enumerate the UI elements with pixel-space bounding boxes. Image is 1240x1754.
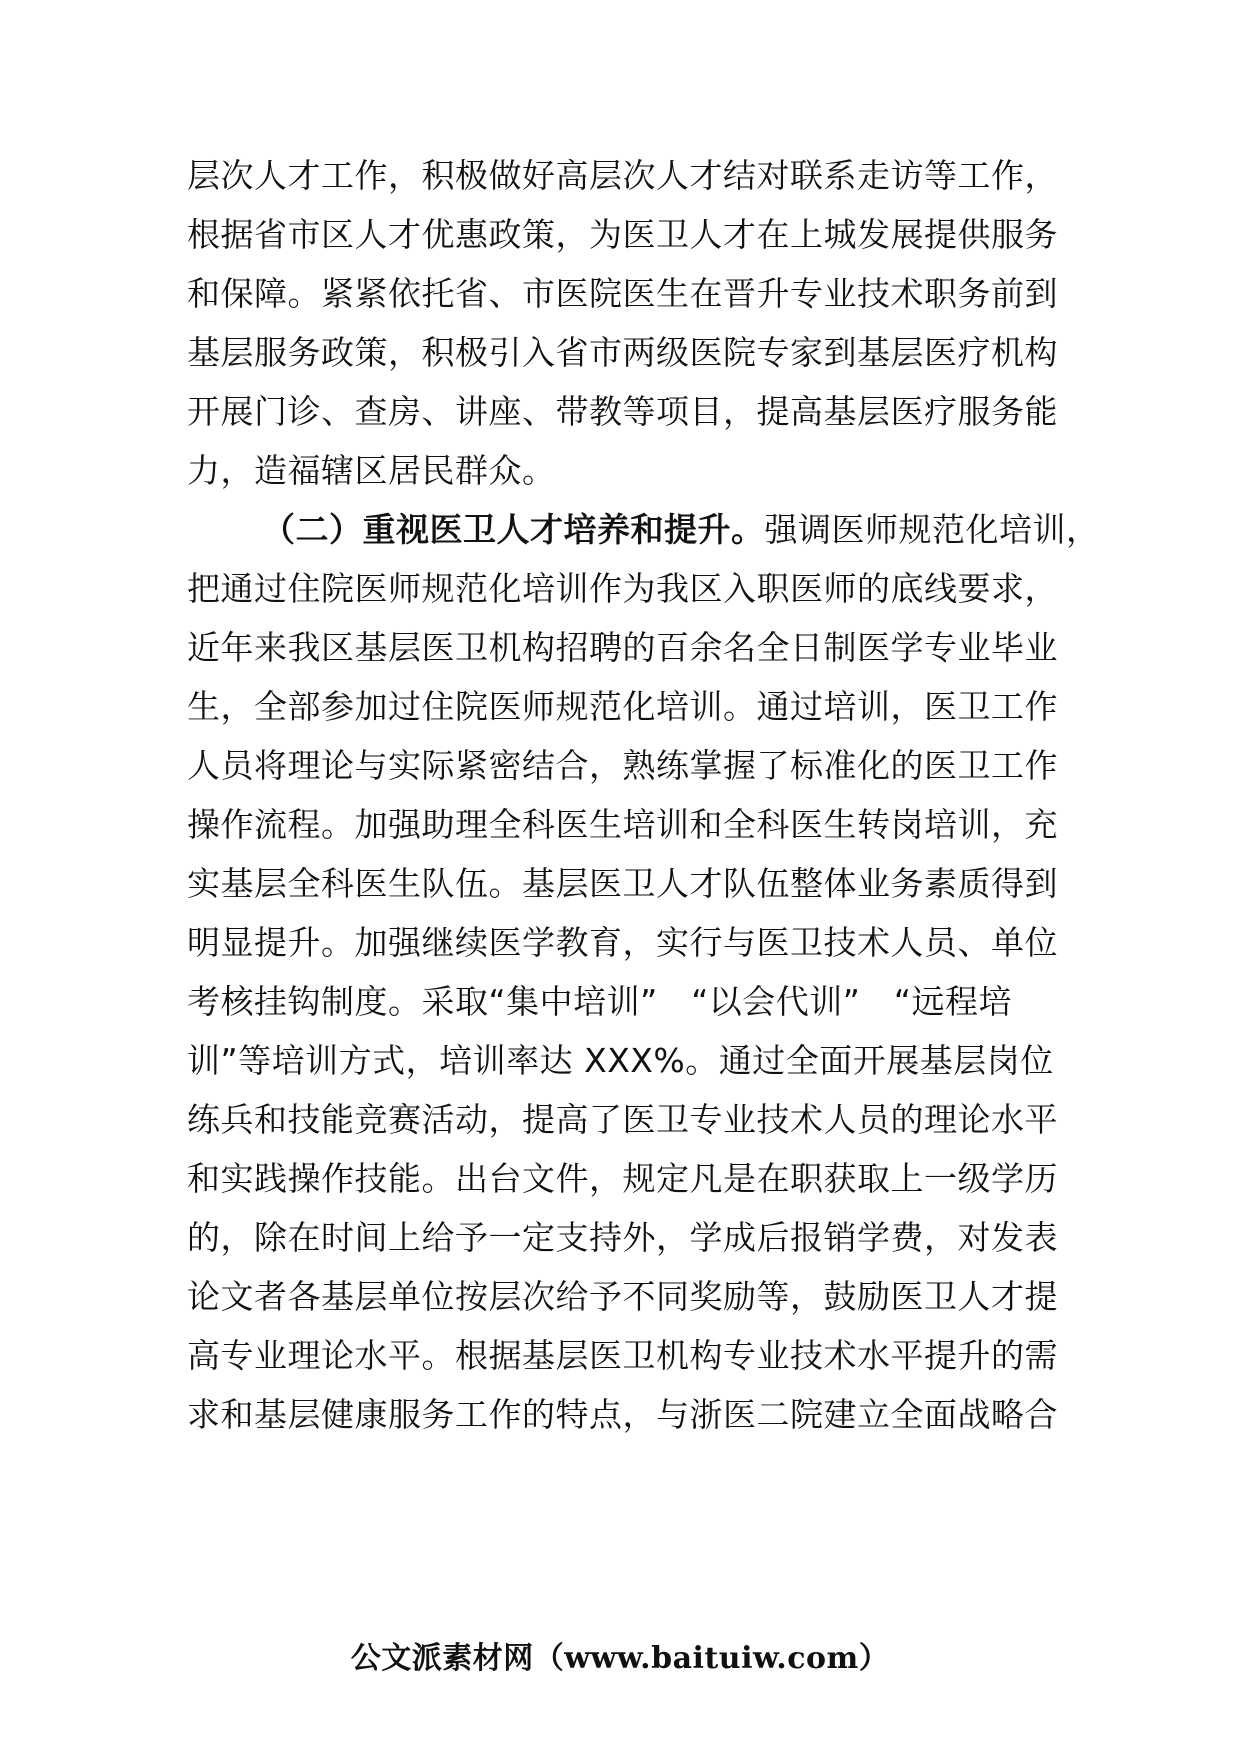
- paragraph-2-line: 近年来我区基层医卫机构招聘的百余名全日制医学专业毕业: [187, 628, 1058, 667]
- paragraph-2-line: 论文者各基层单位按层次给予不同奖励等，鼓励医卫人才提: [187, 1277, 1058, 1316]
- paragraph-2-line: 明显提升。加强继续医学教育，实行与医卫技术人员、单位: [187, 923, 1058, 962]
- paragraph-2-line: 操作流程。加强助理全科医生培训和全科医生转岗培训，充: [187, 805, 1058, 844]
- paragraph-2-line: 实基层全科医生队伍。基层医卫人才队伍整体业务素质得到: [187, 864, 1058, 903]
- paragraph-2-line: 和实践操作技能。出台文件，规定凡是在职获取上一级学历: [187, 1159, 1058, 1198]
- paragraph-2-line: 的，除在时间上给予一定支持外，学成后报销学费，对发表: [187, 1218, 1058, 1257]
- paragraph-1-line: 基层服务政策，积极引入省市两级医院专家到基层医疗机构: [187, 333, 1058, 372]
- paragraph-2-line: 生，全部参加过住院医师规范化培训。通过培训，医卫工作: [187, 687, 1058, 726]
- paragraph-2-line: 考核挂钩制度。采取“集中培训” “以会代训” “远程培: [187, 982, 1012, 1021]
- paragraph-1-line: 力，造福辖区居民群众。: [187, 451, 556, 490]
- paragraph-2-first-line-text: 强调医师规范化培训，: [764, 510, 1100, 549]
- paragraph-2-line: 训”等培训方式，培训率达 XXX%。通过全面开展基层岗位: [187, 1041, 1054, 1080]
- paragraph-2-line: 高专业理论水平。根据基层医卫机构专业技术水平提升的需: [187, 1336, 1058, 1375]
- paragraph-2-line: 人员将理论与实际紧密结合，熟练掌握了标准化的医卫工作: [187, 746, 1058, 785]
- paragraph-1-line: 开展门诊、查房、讲座、带教等项目，提高基层医疗服务能: [187, 392, 1058, 431]
- paragraph-2-line: 求和基层健康服务工作的特点，与浙医二院建立全面战略合: [187, 1395, 1058, 1434]
- paragraph-1-line: 根据省市区人才优惠政策，为医卫人才在上城发展提供服务: [187, 215, 1058, 254]
- footer-source-text: 公文派素材网（www.baituiw.com）: [350, 1641, 890, 1676]
- paragraph-2-first-line: [262, 500, 1162, 560]
- paragraph-2-line: 练兵和技能竞赛活动，提高了医卫专业技术人员的理论水平: [187, 1100, 1058, 1139]
- section-heading: （二）重视医卫人才培养和提升。: [262, 510, 765, 549]
- paragraph-2-line: 把通过住院医师规范化培训作为我区入职医师的底线要求，: [187, 569, 1058, 608]
- paragraph-1-line: 层次人才工作，积极做好高层次人才结对联系走访等工作，: [187, 156, 1058, 195]
- paragraph-1-line: 和保障。紧紧依托省、市医院医生在晋升专业技术职务前到: [187, 274, 1058, 313]
